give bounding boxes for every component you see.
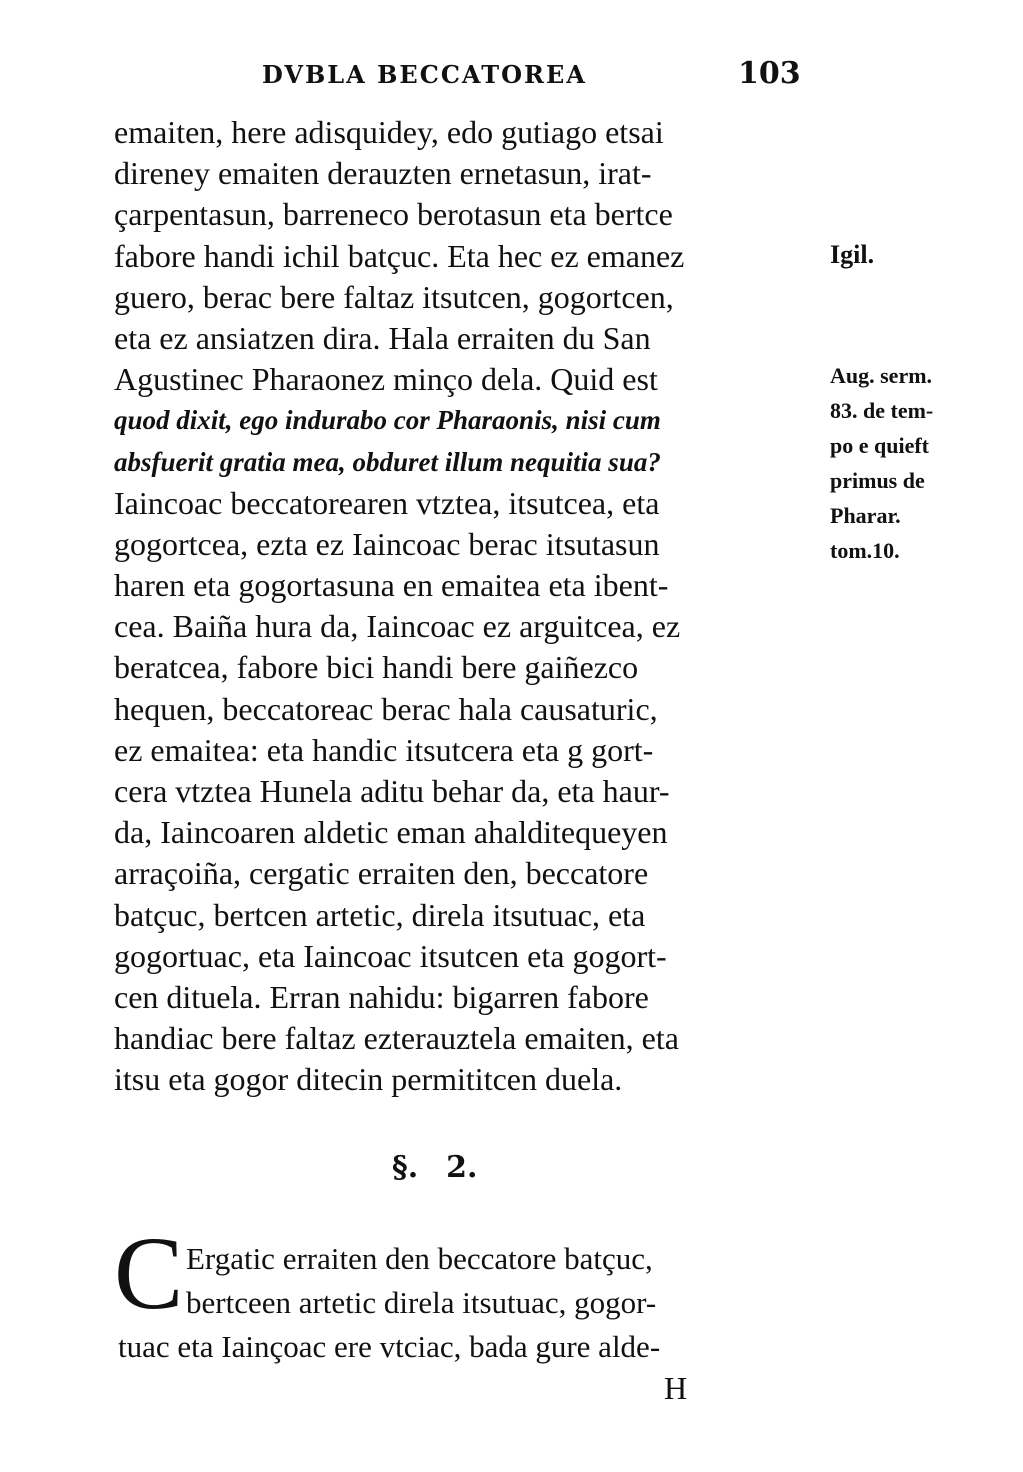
text-line: fabore handi ichil batçuc. Eta hec ez emanez [114,237,685,274]
text-line: handiac bere faltaz ezterauztela emaiten, eta [114,1020,679,1057]
paragraph-two-line [186,1238,906,1279]
paragraph-two-line [118,1326,838,1367]
text-line: beratcea, fabore bici handi bere gaiñezco [114,649,639,686]
text-line: çarpentasun, barreneco berotasun eta bertce [114,196,673,233]
section-heading [392,1148,477,1188]
page-number: 103 [738,56,801,91]
latin-quote-line: quod dixit, ego indurabo cor Pharaonis, nisi cum [114,405,661,436]
margin-note-line: po e quieft [830,433,929,458]
latin-quote-line: absfuerit gratia mea, obduret illum nequitia sua? [114,446,661,477]
margin-note-line: primus de [830,468,925,493]
text-line: da, Iaincoaren aldetic eman ahalditequeyen [114,814,668,851]
text-line: Iaincoac beccatorearen vtztea, itsutcea, eta [114,484,660,521]
margin-note-line: tom.10. [830,538,900,563]
catchword: H [664,1370,688,1406]
text-line: Agustinec Pharaonez minço dela. Quid est [114,361,658,398]
margin-note-igil: Igil. [830,240,875,269]
text-line: direney emaiten derauzten ernetasun, irat- [114,155,652,192]
text-line: arraçoiña, cergatic erraiten den, beccatore [114,855,649,892]
text-line: bertceen artetic direla itsutuac, gogor- [186,1285,657,1320]
text-line: ez emaitea: eta handic itsutcera eta g gort- [114,731,654,768]
text-line: itsu eta gogor ditecin permititcen duela. [114,1061,623,1098]
section-sign: §. [392,1150,419,1185]
text-line: Ergatic erraiten den beccatore batçuc, [186,1241,653,1276]
text-line: eta ez ansiatzen dira. Hala erraiten du San [114,319,651,356]
drop-cap: C [114,1216,184,1331]
margin-note-line: Pharar. [830,503,901,528]
text-line: emaiten, here adisquidey, edo gutiago etsai [114,114,664,150]
paragraph-two-line [186,1282,906,1323]
text-line: cera vtztea Hunela aditu behar da, eta haur- [114,773,670,809]
margin-note-line: 83. de tem- [830,398,934,423]
main-paragraph [114,112,824,1101]
text-line: gogortcea, ezta ez Iaincoac berac itsutasun [114,525,660,562]
text-line: guero, berac bere faltaz itsutcen, gogortcen, [114,278,674,315]
text-line: batçuc, bertcen artetic, direla itsutuac, eta [114,896,646,933]
text-line: gogortuac, eta Iaincoac itsutcen eta gogort- [114,937,667,974]
margin-note-line: Aug. serm. [830,363,933,388]
text-line: cen dituela. Erran nahidu: bigarren fabore [114,978,649,1015]
running-head: DVBLA BECCATOREA [262,60,587,89]
text-line: tuac eta Iainçoac ere vtciac, bada gure alde- [118,1329,661,1364]
margin-note-augustine [830,358,980,568]
text-line: haren eta gogortasuna en emaitea eta ibent- [114,567,669,604]
text-line: hequen, beccatoreac berac hala causaturic, [114,690,658,727]
text-line: cea. Baiña hura da, Iaincoac ez arguitcea, ez [114,608,681,645]
section-number: 2. [446,1150,478,1185]
